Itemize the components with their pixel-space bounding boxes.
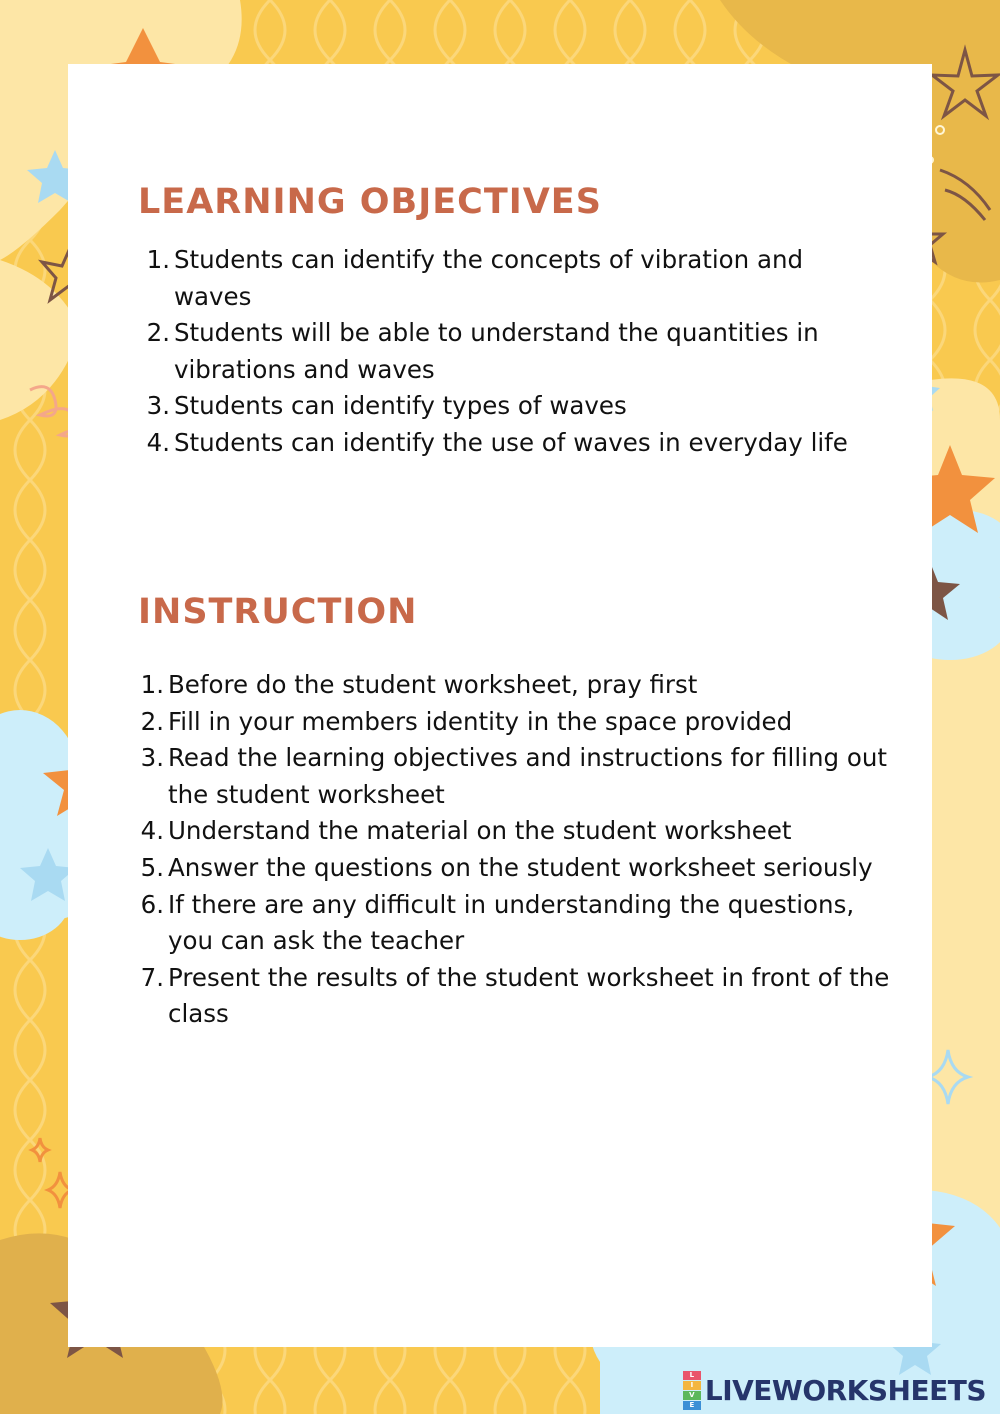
list-item bbox=[140, 425, 880, 462]
item-number: 2. bbox=[140, 706, 164, 736]
item-number: 7. bbox=[140, 962, 164, 992]
list-item bbox=[140, 242, 880, 315]
list-item bbox=[134, 740, 904, 813]
item-number: 3. bbox=[140, 743, 164, 773]
list-item bbox=[134, 667, 904, 704]
list-item bbox=[134, 704, 904, 741]
learning-objectives-heading: LEARNING OBJECTIVES bbox=[138, 182, 602, 222]
item-number: 2. bbox=[146, 318, 170, 348]
item-text: Before do the student worksheet, pray first bbox=[168, 670, 698, 699]
liveworksheets-logo[interactable] bbox=[683, 1372, 986, 1408]
list-item bbox=[140, 315, 880, 388]
item-text: Understand the material on the student worksheet bbox=[168, 816, 792, 846]
item-text: Answer the questions on the student worksheet seriously bbox=[168, 852, 873, 882]
item-number: 5. bbox=[140, 852, 164, 882]
item-text: Fill in your members identity in the space provided bbox=[168, 706, 793, 736]
learning-objectives-list bbox=[140, 242, 880, 462]
item-number: 4. bbox=[146, 427, 170, 457]
item-number: 1. bbox=[146, 245, 170, 274]
list-item bbox=[134, 960, 904, 1033]
item-text: If there are any difficult in understanding the questions, you can ask the teacher bbox=[168, 889, 855, 956]
item-text: Read the learning objectives and instructions for filling out the student worksheet bbox=[168, 743, 887, 809]
instruction-heading: INSTRUCTION bbox=[138, 592, 418, 632]
instruction-list bbox=[134, 667, 904, 1033]
list-item bbox=[140, 388, 880, 425]
logo-mark-icon: L I V E bbox=[683, 1371, 701, 1410]
item-number: 4. bbox=[140, 816, 164, 846]
item-text: Students can identify the use of waves in everyday life bbox=[174, 427, 848, 457]
item-text: Students will be able to understand the quantities in vibrations and waves bbox=[174, 318, 819, 384]
item-text: Students can identify types of waves bbox=[174, 391, 627, 421]
logo-text: LIVEWORKSHEETS bbox=[704, 1373, 986, 1407]
list-item bbox=[134, 850, 904, 887]
item-number: 6. bbox=[140, 889, 164, 919]
list-item bbox=[134, 887, 904, 960]
item-number: 1. bbox=[140, 670, 164, 699]
list-item bbox=[134, 813, 904, 850]
item-text: Present the results of the student worksheet in front of the class bbox=[168, 962, 890, 1029]
item-number: 3. bbox=[146, 391, 170, 421]
item-text: Students can identify the concepts of vibration and waves bbox=[174, 245, 804, 311]
